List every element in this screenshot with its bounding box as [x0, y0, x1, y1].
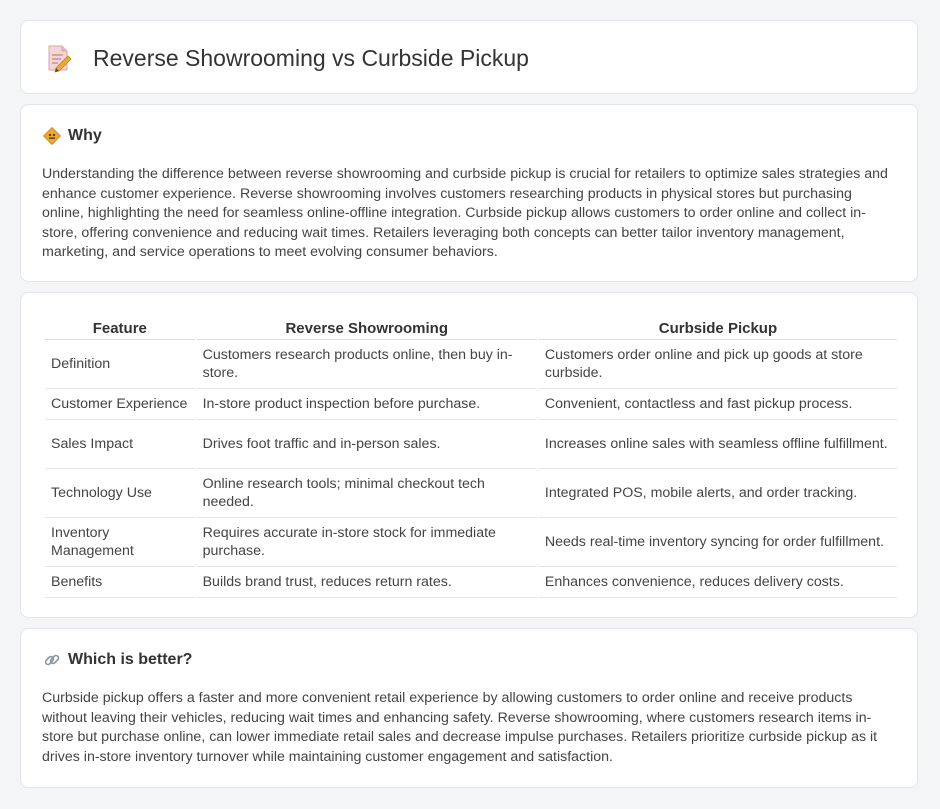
- feature-cell: Benefits: [45, 567, 195, 598]
- why-title: Why: [68, 127, 102, 144]
- reverse-showrooming-cell: Online research tools; minimal checkout tech needed.: [197, 469, 537, 518]
- table-row: [45, 567, 897, 598]
- document-pencil-icon: [43, 43, 73, 73]
- table-row: [45, 389, 897, 420]
- table-header-row: [45, 315, 897, 340]
- curbside-pickup-cell: Convenient, contactless and fast pickup process.: [539, 389, 897, 420]
- better-heading: [43, 651, 192, 669]
- why-text: Understanding the difference between reverse showrooming and curbside pickup is crucial for retailers to optimize sales strategies and enhance customer experience. Reverse showrooming involves customers researching products in physical stores but purchasing online, highlighting the need for seamless online-offline integration. Curbside pickup allows customers to order online and collect in-store, offering convenience and reducing wait times. Retailers leveraging both concepts can better tailor inventory management, marketing, and service operations to meet evolving consumer behaviors.: [42, 166, 888, 261]
- better-title: Which is better?: [68, 651, 193, 668]
- reverse-showrooming-cell: Drives foot traffic and in-person sales.: [197, 420, 537, 469]
- column-header-feature: Feature: [45, 315, 195, 340]
- page-title: Reverse Showrooming vs Curbside Pickup: [93, 44, 529, 71]
- feature-cell: Definition: [45, 340, 195, 389]
- table-row: [45, 340, 897, 389]
- why-section: [20, 104, 918, 282]
- why-heading: [43, 127, 102, 145]
- header-card: [20, 20, 918, 94]
- comparison-card: [20, 292, 918, 618]
- curbside-pickup-cell: Enhances convenience, reduces delivery costs.: [539, 567, 897, 598]
- curbside-pickup-cell: Needs real-time inventory syncing for order fulfillment.: [539, 518, 897, 567]
- table-row: [45, 420, 897, 469]
- feature-cell: Inventory Management: [45, 518, 195, 567]
- which-is-better-section: [20, 628, 918, 788]
- link-icon: [43, 651, 61, 669]
- curbside-pickup-cell: Customers order online and pick up goods at store curbside.: [539, 340, 897, 389]
- table-row: [45, 518, 897, 567]
- table-row: [45, 469, 897, 518]
- reverse-showrooming-cell: Customers research products online, then buy in-store.: [197, 340, 537, 389]
- column-header-reverse-showrooming: Reverse Showrooming: [197, 315, 537, 340]
- diamond-sign-icon: [43, 127, 61, 145]
- better-text: Curbside pickup offers a faster and more convenient retail experience by allowing customers to order online and receive products without leaving their vehicles, reducing wait times and enhancing safety. Reverse showrooming, where customers research items in-store but purchase online, can lower immediate retail sales and decrease impulse purchases. Retailers prioritize curbside pickup as it drives in-store inventory turnover while maintaining customer engagement and satisfaction.: [42, 690, 878, 765]
- comparison-table: [43, 315, 899, 598]
- curbside-pickup-cell: Increases online sales with seamless offline fulfillment.: [539, 420, 897, 469]
- reverse-showrooming-cell: Builds brand trust, reduces return rates.: [197, 567, 537, 598]
- feature-cell: Technology Use: [45, 469, 195, 518]
- title-row: [43, 43, 529, 73]
- column-header-curbside-pickup: Curbside Pickup: [539, 315, 897, 340]
- curbside-pickup-cell: Integrated POS, mobile alerts, and order tracking.: [539, 469, 897, 518]
- feature-cell: Customer Experience: [45, 389, 195, 420]
- feature-cell: Sales Impact: [45, 420, 195, 469]
- reverse-showrooming-cell: Requires accurate in-store stock for immediate purchase.: [197, 518, 537, 567]
- reverse-showrooming-cell: In-store product inspection before purchase.: [197, 389, 537, 420]
